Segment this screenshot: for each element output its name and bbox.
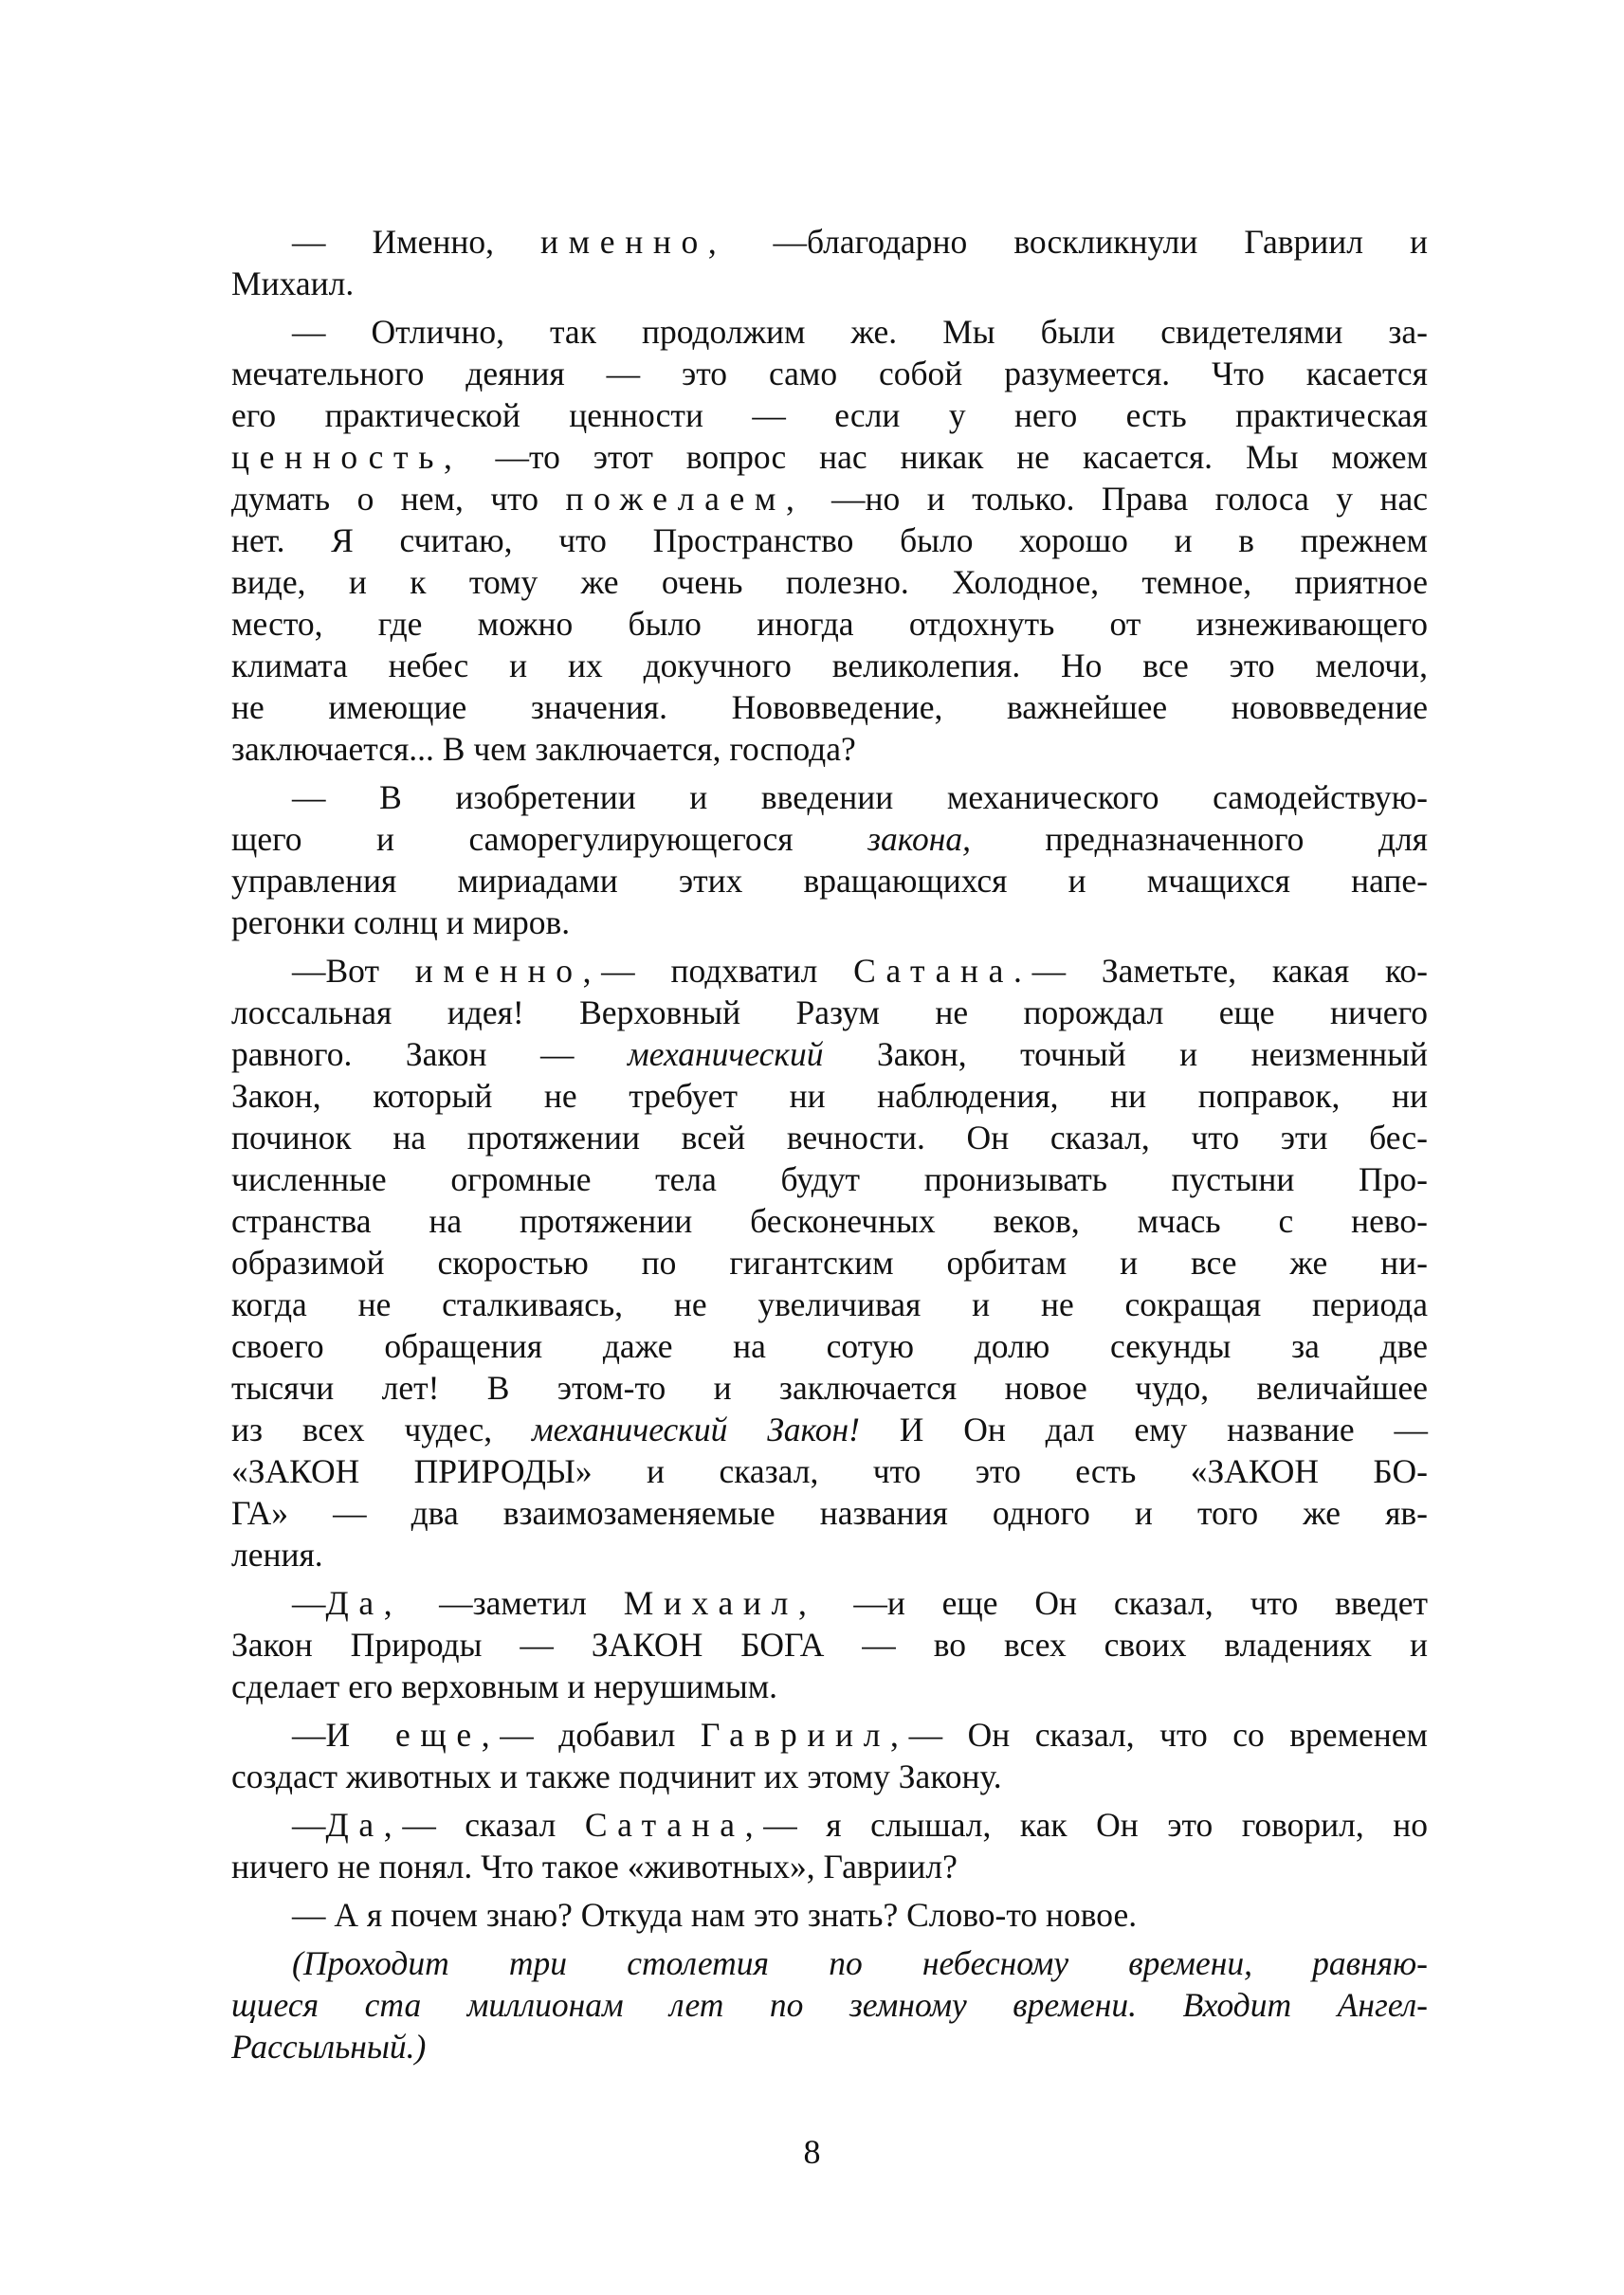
text-run: своего обращения даже на сотую долю секунды за две xyxy=(231,1327,1428,1365)
text-line xyxy=(231,1409,1428,1450)
text-run: думать о нем, что xyxy=(231,480,566,518)
paragraph xyxy=(231,1804,1428,1887)
text-line xyxy=(231,263,1428,304)
text-line xyxy=(231,1846,1428,1887)
text-run: щего и саморегулирующегося xyxy=(231,820,868,858)
text-run: Закон, точный и неизменный xyxy=(823,1035,1428,1073)
text-run: — В изобретении и введении механического самодействую- xyxy=(292,778,1428,816)
text-column xyxy=(231,221,1428,2067)
text-line xyxy=(231,1367,1428,1409)
text-line xyxy=(231,1714,1428,1756)
text-line xyxy=(231,950,1428,992)
text-run: —то этот вопрос нас никак не касается. Мы можем xyxy=(462,438,1428,476)
text-run: когда не сталкиваясь, не увеличивая и не сокращая периода xyxy=(231,1285,1428,1323)
text-line xyxy=(231,1158,1428,1200)
text-run: —и еще Он сказал, что введет xyxy=(816,1584,1428,1622)
text-run: —заметил xyxy=(402,1584,624,1622)
text-run: (Проходит три столетия по небесному времени, равняю- xyxy=(292,1944,1428,1982)
spaced-emphasis: Сатана, xyxy=(584,1806,764,1844)
paragraph xyxy=(231,221,1428,304)
text-run: — xyxy=(292,1584,326,1622)
spaced-emphasis: пожелаем, xyxy=(565,480,805,518)
text-line xyxy=(231,1984,1428,2026)
text-line xyxy=(231,478,1428,519)
page-number: 8 xyxy=(803,2133,821,2171)
text-run: — сказал xyxy=(402,1806,585,1844)
spaced-emphasis: Да, xyxy=(325,1806,403,1844)
text-run: равного. Закон — xyxy=(231,1035,629,1073)
text-run: ления. xyxy=(231,1536,323,1574)
text-run: Михаил. xyxy=(231,264,355,302)
text-run: — Заметьте, какая ко- xyxy=(1031,952,1428,990)
text-line xyxy=(231,1582,1428,1624)
text-run: — xyxy=(292,1806,326,1844)
text-line xyxy=(231,2026,1428,2067)
text-line xyxy=(231,686,1428,728)
text-line xyxy=(231,1666,1428,1707)
text-line xyxy=(231,1534,1428,1576)
text-run: Рассыльный.) xyxy=(231,2028,427,2066)
text-line xyxy=(231,519,1428,561)
text-line xyxy=(231,394,1428,436)
text-line xyxy=(231,561,1428,603)
text-line xyxy=(231,1942,1428,1984)
text-line xyxy=(231,221,1428,263)
text-run: заключается... В чем заключается, господа? xyxy=(231,730,856,768)
text-run: создаст животных и также подчинит их этому Закону. xyxy=(231,1758,1002,1795)
text-run: тысячи лет! В этом-то и заключается новое чудо, величайшее xyxy=(231,1369,1428,1407)
text-run: — А я почем знаю? Откуда нам это знать? Слово-то новое. xyxy=(292,1896,1138,1934)
text-line xyxy=(231,776,1428,818)
text-run: численные огромные тела будут пронизывать пустыни Про- xyxy=(231,1160,1428,1198)
text-run: лоссальная идея! Верховный Разум не порождал еще ничего xyxy=(231,993,1428,1031)
italic-emphasis: механический xyxy=(628,1035,824,1073)
paragraph xyxy=(231,1894,1428,1936)
spaced-emphasis: именно, xyxy=(414,952,602,990)
text-line xyxy=(231,1033,1428,1075)
text-line xyxy=(231,645,1428,686)
text-line xyxy=(231,818,1428,860)
text-line xyxy=(231,1894,1428,1936)
text-line xyxy=(231,728,1428,770)
spaced-emphasis: И еще, xyxy=(325,1716,501,1754)
text-line xyxy=(231,1804,1428,1846)
text-run: И Он дал ему название — xyxy=(859,1411,1429,1448)
text-run: — Именно, xyxy=(292,223,541,261)
text-run: починок на протяжении всей вечности. Он сказал, что эти бес- xyxy=(231,1119,1428,1157)
spaced-emphasis: Михаил, xyxy=(623,1584,817,1622)
paragraph xyxy=(231,776,1428,943)
text-run: его практической ценности — если у него есть практическая xyxy=(231,396,1428,434)
text-line xyxy=(231,1242,1428,1284)
italic-emphasis: механический Закон! xyxy=(531,1411,860,1448)
text-line xyxy=(231,1284,1428,1325)
text-line xyxy=(231,311,1428,353)
text-run: регонки солнц и миров. xyxy=(231,903,571,941)
text-run: ничего не понял. Что такое «животных», Гавриил? xyxy=(231,1848,958,1885)
text-run: —но и только. Права голоса у нас xyxy=(804,480,1428,518)
text-line xyxy=(231,1450,1428,1492)
text-run: виде, и к тому же очень полезно. Холодное, темное, приятное xyxy=(231,563,1428,601)
text-run: —Вот xyxy=(292,952,415,990)
paragraph xyxy=(231,1714,1428,1797)
text-run: щиеся ста миллионам лет по земному времени. Входит Ангел- xyxy=(231,1986,1428,2024)
text-run: — xyxy=(292,1716,326,1754)
text-line xyxy=(231,353,1428,394)
paragraph xyxy=(231,1582,1428,1707)
spaced-emphasis: ценность, xyxy=(231,438,463,476)
text-line xyxy=(231,603,1428,645)
text-run: — Он сказал, что со временем xyxy=(908,1716,1429,1754)
text-run: управления мириадами этих вращающихся и мчащихся напе- xyxy=(231,862,1428,900)
text-line xyxy=(231,1325,1428,1367)
spaced-emphasis: Гавриил, xyxy=(700,1716,909,1754)
text-line xyxy=(231,1200,1428,1242)
text-run: — подхватил xyxy=(601,952,854,990)
text-run: Закон Природы — ЗАКОН БОГА — во всех своих владениях и xyxy=(231,1626,1428,1664)
italic-emphasis: закона, xyxy=(867,820,971,858)
text-run: из всех чудес, xyxy=(231,1411,532,1448)
text-run: «ЗАКОН ПРИРОДЫ» и сказал, что это есть «ЗАКОН БО- xyxy=(231,1452,1428,1490)
text-run: мечательного деяния — это само собой разумеется. Что касается xyxy=(231,355,1428,392)
text-run: — Отлично, так продолжим же. Мы были свидетелями за- xyxy=(292,313,1428,351)
text-run: предназначенного для xyxy=(970,820,1428,858)
text-run: климата небес и их докучного великолепия. Но все это мелочи, xyxy=(231,647,1428,684)
spaced-emphasis: Да, xyxy=(325,1584,403,1622)
text-line xyxy=(231,860,1428,902)
text-run: странства на протяжении бесконечных веков, мчась с нево- xyxy=(231,1202,1428,1240)
text-line xyxy=(231,1075,1428,1117)
paragraph xyxy=(231,950,1428,1576)
spaced-emphasis: Сатана. xyxy=(853,952,1032,990)
text-run: ГА» — два взаимозаменяемые названия одного и того же яв- xyxy=(231,1494,1428,1532)
text-run: —благодарно воскликнули Гавриил и xyxy=(726,223,1429,261)
text-run: место, где можно было иногда отдохнуть от изнеживающего xyxy=(231,605,1428,643)
text-line xyxy=(231,992,1428,1033)
text-run: образимой скоростью по гигантским орбитам и все же ни- xyxy=(231,1244,1428,1282)
paragraph xyxy=(231,311,1428,770)
text-line xyxy=(231,1756,1428,1797)
text-run: Закон, который не требует ни наблюдения, ни поправок, ни xyxy=(231,1077,1428,1115)
stage-direction xyxy=(231,1942,1428,2067)
text-run: не имеющие значения. Нововведение, важнейшее нововведение xyxy=(231,688,1428,726)
text-run: — я слышал, как Он это говорил, но xyxy=(763,1806,1429,1844)
text-line xyxy=(231,1492,1428,1534)
text-line xyxy=(231,1624,1428,1666)
text-run: нет. Я считаю, что Пространство было хорошо и в прежнем xyxy=(231,521,1428,559)
text-line xyxy=(231,1117,1428,1158)
spaced-emphasis: именно, xyxy=(540,223,727,261)
text-line xyxy=(231,902,1428,943)
text-run: — добавил xyxy=(500,1716,701,1754)
text-run: сделает его верховным и нерушимым. xyxy=(231,1667,778,1705)
text-line xyxy=(231,436,1428,478)
